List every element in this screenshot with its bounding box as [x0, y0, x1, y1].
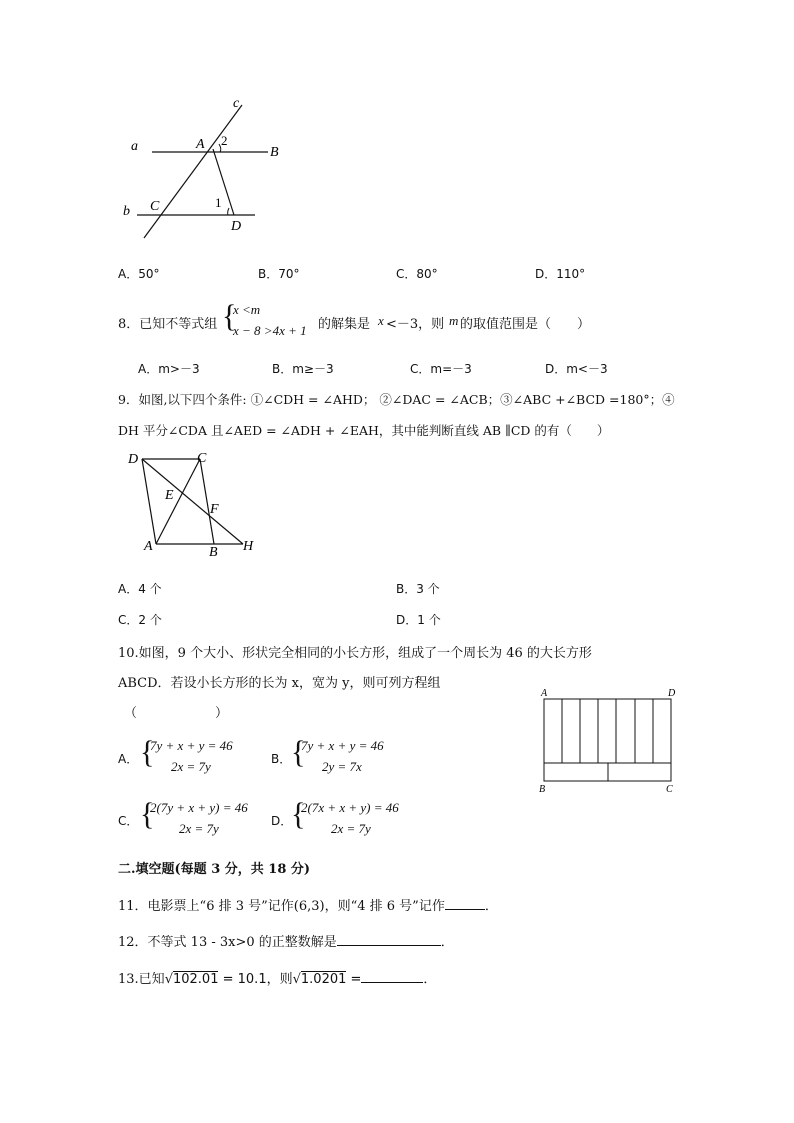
q13 — [118, 968, 436, 987]
q10-option-b-brace: { — [291, 735, 306, 770]
label-D: D — [231, 219, 242, 234]
q10-option-a-eq2: 2x = 7y — [171, 759, 211, 774]
q13-expr1: 102.01 — [172, 972, 219, 987]
label-E: E — [165, 488, 174, 503]
q10-option-b-label: B． — [271, 752, 292, 766]
q8-option-a: A．m>－3 — [138, 362, 200, 376]
label-2: 2 — [221, 133, 228, 148]
q9-figure — [125, 448, 265, 556]
segment-da — [142, 459, 156, 544]
sqrt-icon: √ — [164, 972, 173, 987]
q12-answer-blank[interactable] — [337, 933, 441, 946]
q13-eq1: = 10.1，则 — [218, 972, 293, 987]
q11-end: ． — [484, 899, 498, 914]
q8-mid3: 的取值范围是（ ） — [460, 317, 591, 332]
label-A: A — [541, 688, 548, 699]
q13-prefix: 13.已知 — [118, 972, 165, 987]
label-B: B — [539, 784, 546, 795]
q10-option-a-label: A． — [118, 752, 139, 766]
q13-end: ． — [423, 972, 437, 987]
label-C: C — [666, 784, 673, 795]
label-D: D — [668, 688, 676, 699]
q12 — [118, 931, 454, 950]
q8-var: x — [378, 313, 384, 328]
q11 — [118, 895, 498, 914]
q10-option-d-eq2: 2x = 7y — [331, 821, 371, 836]
q9-option-a: A．4 个 — [118, 582, 162, 596]
label-A: A — [196, 137, 205, 152]
q7-option-c: C．80° — [396, 267, 438, 281]
q13-answer-blank[interactable] — [361, 970, 423, 983]
q10-option-b-eq2: 2y = 7x — [322, 759, 362, 774]
q10-option-c-eq2: 2x = 7y — [179, 821, 219, 836]
q8-option-b: B．m≥－3 — [272, 362, 334, 376]
q8-sys-2: x − 8 >4x + 1 — [233, 323, 307, 338]
q10-option-d-eq1: 2(7x + x + y) = 46 — [301, 800, 399, 815]
label-C: C — [197, 451, 207, 466]
q9-line2: DH 平分∠CDA 且∠AED = ∠ADH + ∠EAH，其中能判断直线 AB ∥CD 的有（ ） — [118, 423, 610, 438]
label-C: C — [150, 199, 160, 214]
q13-eq2: = — [346, 972, 362, 987]
q8-var2: m — [449, 313, 459, 328]
angle-1-arc — [228, 208, 229, 215]
q7-option-b: B．70° — [258, 267, 300, 281]
q10-line1: 10.如图，9 个大小、形状完全相同的小长方形，组成了一个周长为 46 的大长方形 — [118, 646, 592, 661]
q7-figure — [115, 92, 295, 247]
label-B: B — [209, 545, 218, 556]
q8-brace: { — [222, 299, 237, 334]
q12-end: ． — [440, 935, 454, 950]
label-b: b — [123, 204, 130, 219]
label-F: F — [210, 502, 219, 517]
label-B: B — [270, 145, 279, 160]
q13-expr2: 1.0201 — [300, 972, 347, 987]
sqrt-icon: √ — [292, 972, 301, 987]
q8-mid1: 的解集是 — [318, 317, 371, 332]
label-A: A — [144, 539, 153, 554]
q10-option-c-eq1: 2(7y + x + y) = 46 — [150, 800, 248, 815]
label-c: c — [233, 96, 240, 111]
q9-line1: 9．如图,以下四个条件: ①∠CDH = ∠AHD； ②∠DAC = ∠ACB；③∠ABC +∠BCD =180°；④ — [118, 392, 675, 407]
q9-option-d: D．1 个 — [396, 613, 441, 627]
q11-answer-blank[interactable] — [445, 897, 485, 910]
q10-option-c-label: C． — [118, 814, 139, 828]
q10-option-a-brace: { — [140, 735, 155, 770]
q9-option-b: B．3 个 — [396, 582, 440, 596]
q8-mid2: <－3，则 — [386, 317, 445, 332]
q10-option-c-brace: { — [140, 797, 155, 832]
q12-text: 12．不等式 13 - 3x>0 的正整数解是 — [118, 935, 337, 950]
label-D: D — [128, 452, 139, 467]
q10-line3: （ ） — [124, 706, 229, 721]
q10-option-b-eq1: 7y + x + y = 46 — [301, 738, 384, 753]
q10-line2: ABCD．若设小长方形的长为 x，宽为 y，则可列方程组 — [118, 676, 441, 691]
q10-option-a-eq1: 7y + x + y = 46 — [150, 738, 233, 753]
segment-dh — [142, 459, 243, 544]
label-1: 1 — [215, 195, 222, 210]
line-c — [144, 105, 242, 238]
label-a: a — [131, 139, 138, 154]
q8-option-c: C．m=－3 — [410, 362, 472, 376]
q8-sys-1: x <m — [233, 302, 261, 317]
q7-option-a: A．50° — [118, 267, 160, 281]
q10-option-d-brace: { — [291, 797, 306, 832]
q10-option-d-label: D． — [271, 814, 293, 828]
q10-figure — [538, 686, 680, 796]
section-2-title: 二.填空题(每题 3 分，共 18 分) — [118, 862, 311, 877]
q8-option-d: D．m<－3 — [545, 362, 608, 376]
label-H: H — [243, 539, 254, 554]
q7-option-d: D．110° — [535, 267, 586, 281]
q8-prefix: 8．已知不等式组 — [118, 317, 218, 332]
q11-text: 11．电影票上“6 排 3 号”记作(6,3)，则“4 排 6 号”记作 — [118, 899, 445, 914]
q9-option-c: C．2 个 — [118, 613, 162, 627]
